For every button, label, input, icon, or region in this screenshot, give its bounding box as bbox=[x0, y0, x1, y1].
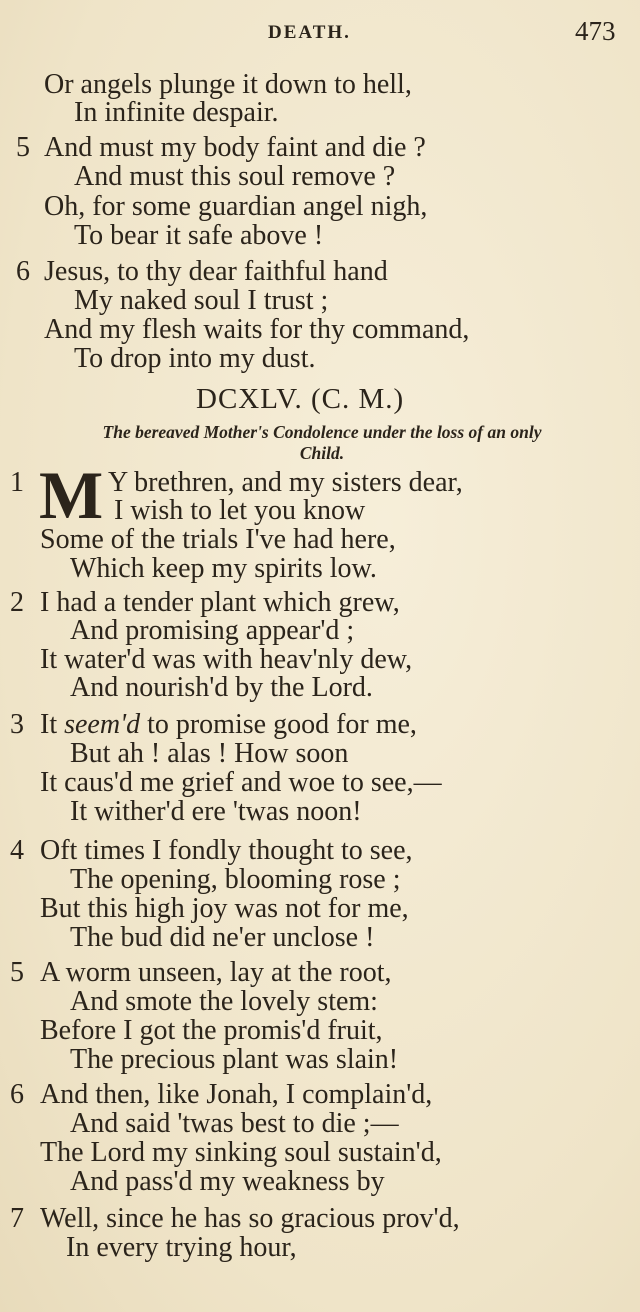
verse-number: 7 bbox=[10, 1203, 24, 1234]
running-head: DEATH. bbox=[268, 22, 351, 43]
verse-line: And nourish'd by the Lord. bbox=[70, 672, 373, 703]
verse-line: The bud did ne'er unclose ! bbox=[70, 922, 375, 953]
verse-number: 3 bbox=[10, 709, 24, 740]
verse-number: 4 bbox=[10, 835, 24, 866]
drop-cap: M bbox=[39, 457, 104, 533]
verse-number: 1 bbox=[10, 467, 24, 498]
verse-line: Before I got the promis'd fruit, bbox=[40, 1015, 383, 1046]
verse-line: My naked soul I trust ; bbox=[74, 285, 329, 316]
verse-line: The precious plant was slain! bbox=[70, 1044, 399, 1075]
verse-line: It wither'd ere 'twas noon! bbox=[70, 796, 362, 827]
verse-number: 5 bbox=[16, 132, 30, 163]
verse-number: 6 bbox=[10, 1079, 24, 1110]
verse-line: I wish to let you know bbox=[114, 495, 366, 526]
verse-line: Which keep my spirits low. bbox=[70, 553, 377, 584]
verse-line: Well, since he has so gracious prov'd, bbox=[40, 1203, 460, 1234]
carryover-line: Or angels plunge it down to hell, bbox=[44, 69, 412, 100]
verse-line: And must my body faint and die ? bbox=[44, 132, 426, 163]
verse-number: 2 bbox=[10, 587, 24, 618]
verse-number: 5 bbox=[10, 957, 24, 988]
verse-number: 6 bbox=[16, 256, 30, 287]
verse-line: In every trying hour, bbox=[66, 1232, 297, 1263]
verse-line: It seem'd to promise good for me, bbox=[40, 709, 417, 740]
verse-line: To bear it safe above ! bbox=[74, 220, 324, 251]
verse-line: And promising appear'd ; bbox=[70, 615, 355, 646]
page-number: 473 bbox=[575, 16, 616, 46]
verse-line: A worm unseen, lay at the root, bbox=[40, 957, 392, 988]
verse-line: And said 'twas best to die ;— bbox=[70, 1108, 399, 1139]
verse-line: I had a tender plant which grew, bbox=[40, 587, 400, 618]
verse-line: And my flesh waits for thy command, bbox=[44, 314, 470, 345]
verse-line: Some of the trials I've had here, bbox=[40, 524, 396, 555]
hymn-title: DCXLV. (C. M.) bbox=[196, 383, 405, 415]
verse-line: But this high joy was not for me, bbox=[40, 893, 409, 924]
carryover-line: In infinite despair. bbox=[74, 97, 279, 128]
verse-line: Oft times I fondly thought to see, bbox=[40, 835, 413, 866]
verse-line: And pass'd my weakness by bbox=[70, 1166, 385, 1197]
verse-line: And must this soul remove ? bbox=[74, 161, 396, 192]
verse-line: Y brethren, and my sisters dear, bbox=[108, 467, 463, 498]
verse-line: And smote the lovely stem: bbox=[70, 986, 378, 1017]
hymn-subtitle-line: The bereaved Mother's Condolence under the loss of an only bbox=[102, 422, 542, 442]
verse-line: The Lord my sinking soul sustain'd, bbox=[40, 1137, 442, 1168]
verse-line: And then, like Jonah, I complain'd, bbox=[40, 1079, 433, 1110]
italic-word: seem'd bbox=[64, 709, 141, 740]
verse-line: It caus'd me grief and woe to see,— bbox=[40, 767, 442, 798]
hymn-subtitle bbox=[22, 422, 622, 464]
verse-line: It water'd was with heav'nly dew, bbox=[40, 644, 413, 675]
verse-line: Jesus, to thy dear faithful hand bbox=[44, 256, 388, 287]
verse-line: To drop into my dust. bbox=[74, 343, 316, 374]
verse-line: Oh, for some guardian angel nigh, bbox=[44, 191, 428, 222]
hymn-subtitle-line: Child. bbox=[299, 443, 345, 463]
verse-line: The opening, blooming rose ; bbox=[70, 864, 401, 895]
verse-line: But ah ! alas ! How soon bbox=[70, 738, 349, 769]
